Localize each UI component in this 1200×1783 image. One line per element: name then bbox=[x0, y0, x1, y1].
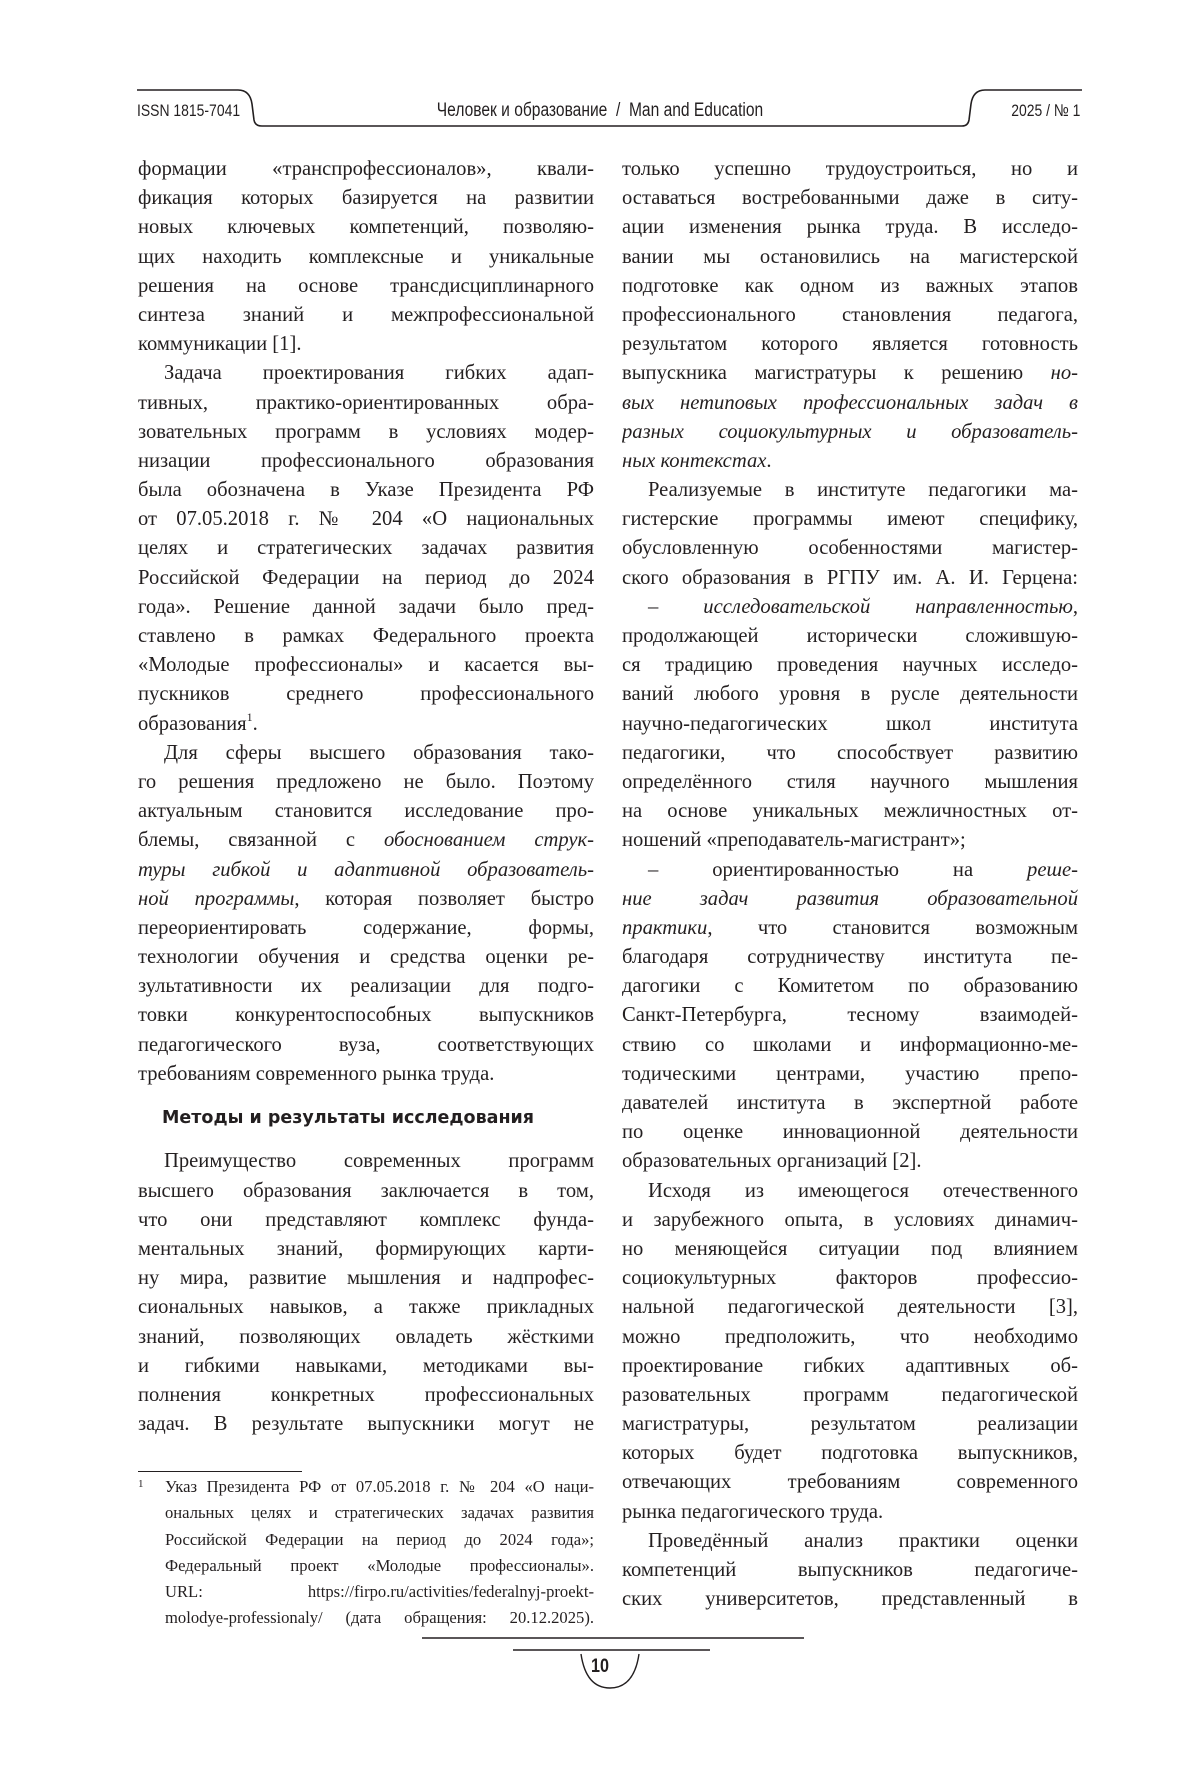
text-line bbox=[138, 1264, 594, 1293]
text-line bbox=[622, 418, 1078, 447]
text-run: выпускника магистратуры к решению bbox=[622, 362, 1051, 384]
text-run: ношений «преподаватель-магистрант»; bbox=[622, 829, 966, 851]
text-run: го решения предложено не было. Поэтому bbox=[138, 771, 594, 793]
paragraph bbox=[138, 1147, 594, 1439]
text-run: ации изменения рынка труда. В исследо- bbox=[622, 216, 1078, 238]
right-column bbox=[622, 155, 1078, 1614]
text-line bbox=[138, 476, 594, 505]
text-line bbox=[138, 1293, 594, 1322]
text-run: новых ключевых компетенций, позволяю- bbox=[138, 216, 594, 238]
text-line bbox=[622, 1468, 1078, 1497]
text-line bbox=[138, 1147, 594, 1176]
text-run: гистерские программы имеют специфику, bbox=[622, 508, 1078, 530]
text-line bbox=[622, 1556, 1078, 1585]
text-run: и гибкими навыками, методиками вы- bbox=[138, 1355, 594, 1377]
text-run: фикация которых базируется на развитии bbox=[138, 187, 594, 209]
text-run: была обозначена в Указе Президента РФ bbox=[138, 479, 594, 501]
text-run: . bbox=[253, 713, 258, 735]
text-run: научно-педагогических школ института bbox=[622, 713, 1078, 735]
text-line bbox=[622, 1206, 1078, 1235]
text-line bbox=[622, 1264, 1078, 1293]
text-run: можно предположить, что необходимо bbox=[622, 1326, 1078, 1348]
italic-text: вых нетиповых профессиональных задач в bbox=[622, 392, 1078, 414]
text-line bbox=[138, 1352, 594, 1381]
text-line bbox=[622, 389, 1078, 418]
text-line bbox=[138, 914, 594, 943]
text-line bbox=[622, 301, 1078, 330]
text-run: вании мы остановились на магистерской bbox=[622, 246, 1078, 268]
text-line bbox=[138, 155, 594, 184]
italic-text: обоснованием струк- bbox=[384, 829, 594, 851]
paragraph bbox=[138, 155, 594, 359]
text-line bbox=[138, 680, 594, 709]
text-run: Проведённый анализ практики оценки bbox=[648, 1530, 1078, 1552]
paragraph bbox=[622, 476, 1078, 593]
text-line bbox=[622, 184, 1078, 213]
text-line bbox=[622, 1177, 1078, 1206]
text-line bbox=[622, 739, 1078, 768]
text-line bbox=[622, 1498, 1078, 1527]
text-line bbox=[138, 1381, 594, 1410]
text-run: давателей института в экспертной работе bbox=[622, 1092, 1078, 1114]
text-run: педагогического вуза, соответствующих bbox=[138, 1034, 594, 1056]
text-line bbox=[622, 885, 1078, 914]
text-run: щих находить комплексные и уникальные bbox=[138, 246, 594, 268]
footnote-divider bbox=[138, 1471, 302, 1472]
text-run: знаний, позволяющих овладеть жёсткими bbox=[138, 1326, 594, 1348]
text-run: но меняющейся ситуации под влиянием bbox=[622, 1238, 1078, 1260]
text-run: технологии обучения и средства оценки ре- bbox=[138, 946, 594, 968]
text-line bbox=[138, 534, 594, 563]
paragraph bbox=[622, 1177, 1078, 1527]
text-run: полнения конкретных профессиональных bbox=[138, 1384, 594, 1406]
text-run: рынка педагогического труда. bbox=[622, 1501, 883, 1523]
text-line bbox=[622, 768, 1078, 797]
text-line bbox=[622, 476, 1078, 505]
text-run: нальной педагогической деятельности [3], bbox=[622, 1296, 1078, 1318]
text-line bbox=[622, 155, 1078, 184]
text-run: решения на основе трансдисциплинарного bbox=[138, 275, 594, 297]
text-line bbox=[138, 826, 594, 855]
text-line bbox=[138, 768, 594, 797]
text-line bbox=[138, 972, 594, 1001]
text-run: высшего образования заключается в том, bbox=[138, 1180, 594, 1202]
text-line bbox=[138, 272, 594, 301]
text-run: «Молодые профессионалы» и касается вы- bbox=[138, 654, 594, 676]
text-line bbox=[622, 1235, 1078, 1264]
text-line bbox=[622, 593, 1078, 622]
text-line bbox=[622, 1031, 1078, 1060]
text-line bbox=[138, 710, 594, 739]
text-line bbox=[138, 505, 594, 534]
text-run: и зарубежного опыта, в условиях динамич- bbox=[622, 1209, 1078, 1231]
italic-text: исследовательской направленностью bbox=[703, 596, 1073, 618]
footnote-line: URL: https://firpo.ru/activities/federalnyj-proekt- bbox=[165, 1579, 594, 1605]
text-line bbox=[138, 651, 594, 680]
text-run: Российской Федерации на период до 2024 bbox=[138, 567, 594, 589]
text-run: , что становится возможным bbox=[707, 917, 1078, 939]
text-run: ну мира, развитие мышления и надпрофес- bbox=[138, 1267, 594, 1289]
text-run: ского образования в РГПУ им. А. И. Герцена: bbox=[622, 567, 1078, 589]
text-line bbox=[138, 389, 594, 418]
text-run: отвечающих требованиям современного bbox=[622, 1471, 1078, 1493]
footnote-line: Указ Президента РФ от 07.05.2018 г. № 204 «О наци- bbox=[165, 1474, 594, 1500]
text-line bbox=[622, 1527, 1078, 1556]
footnote-line: Федеральный проект «Молодые профессионалы». bbox=[165, 1553, 594, 1579]
text-line bbox=[138, 943, 594, 972]
issue-label: 2025 / № 1 bbox=[1011, 99, 1080, 123]
text-run: , которая позволяет быстро bbox=[294, 888, 594, 910]
text-line bbox=[622, 1439, 1078, 1468]
text-run: от 07.05.2018 г. № 204 «О национальных bbox=[138, 508, 594, 530]
text-run: ся традицию проведения научных исследо- bbox=[622, 654, 1078, 676]
text-line bbox=[622, 534, 1078, 563]
text-run: образовательных организаций [2]. bbox=[622, 1150, 922, 1172]
text-line bbox=[622, 1089, 1078, 1118]
text-run: подготовке как одном из важных этапов bbox=[622, 275, 1078, 297]
text-line bbox=[138, 1235, 594, 1264]
footnote-line: Российской Федерации на период до 2024 года»; bbox=[165, 1527, 594, 1553]
footnote-text bbox=[165, 1474, 594, 1632]
text-line bbox=[138, 797, 594, 826]
text-line bbox=[138, 301, 594, 330]
text-run: Преимущество современных программ bbox=[164, 1150, 594, 1172]
text-line bbox=[138, 856, 594, 885]
text-line bbox=[138, 1323, 594, 1352]
text-line bbox=[622, 622, 1078, 651]
text-run: задач. В результате выпускники могут не bbox=[138, 1413, 594, 1435]
italic-text: ние задач развития образовательной bbox=[622, 888, 1078, 910]
text-line bbox=[622, 564, 1078, 593]
text-run: магистратуры, результатом реализации bbox=[622, 1413, 1078, 1435]
text-line bbox=[622, 1323, 1078, 1352]
text-run: Исходя из имеющегося отечественного bbox=[648, 1180, 1078, 1202]
text-line bbox=[622, 359, 1078, 388]
text-line bbox=[622, 797, 1078, 826]
text-run: сиональных навыков, а также прикладных bbox=[138, 1296, 594, 1318]
text-line bbox=[138, 564, 594, 593]
paragraph bbox=[622, 155, 1078, 476]
text-run: профессионального становления педагога, bbox=[622, 304, 1078, 326]
text-line bbox=[138, 330, 594, 359]
text-line bbox=[138, 1001, 594, 1030]
italic-text: туры гибкой и адаптивной образователь- bbox=[138, 859, 594, 881]
text-run: благодаря сотрудничеству института пе- bbox=[622, 946, 1078, 968]
text-line bbox=[622, 972, 1078, 1001]
text-run: только успешно трудоустроиться, но и bbox=[622, 158, 1078, 180]
paragraph bbox=[138, 739, 594, 1089]
text-line bbox=[622, 1293, 1078, 1322]
text-run: по оценке инновационной деятельности bbox=[622, 1121, 1078, 1143]
text-run: пускников среднего профессионального bbox=[138, 683, 594, 705]
text-line bbox=[622, 447, 1078, 476]
text-line bbox=[622, 330, 1078, 359]
text-line bbox=[622, 243, 1078, 272]
text-run: актуальным становится исследование про- bbox=[138, 800, 594, 822]
text-line bbox=[138, 593, 594, 622]
text-run: что они представляют комплекс фунда- bbox=[138, 1209, 594, 1231]
text-line bbox=[138, 184, 594, 213]
text-line bbox=[622, 826, 1078, 855]
issn-label: ISSN 1815-7041 bbox=[137, 99, 240, 123]
text-run: продолжающей исторически сложившую- bbox=[622, 625, 1078, 647]
text-line bbox=[622, 272, 1078, 301]
footnote-line: ональных целях и стратегических задачах развития bbox=[165, 1500, 594, 1526]
text-run: ствию со школами и информационно-ме- bbox=[622, 1034, 1078, 1056]
text-run: блемы, связанной с bbox=[138, 829, 384, 851]
text-run: педагогики, что способствует развитию bbox=[622, 742, 1078, 764]
text-run: ставлено в рамках Федерального проекта bbox=[138, 625, 594, 647]
text-run: тодическими центрами, участию препо- bbox=[622, 1063, 1078, 1085]
text-run: Санкт-Петербурга, тесному взаимодей- bbox=[622, 1004, 1078, 1026]
paragraph bbox=[622, 1527, 1078, 1615]
text-line bbox=[138, 885, 594, 914]
text-run: ских университетов, представленный в bbox=[622, 1588, 1078, 1610]
left-column bbox=[138, 155, 594, 1439]
text-line bbox=[138, 1206, 594, 1235]
text-line bbox=[622, 1410, 1078, 1439]
text-run: на основе уникальных межличностных от- bbox=[622, 800, 1078, 822]
text-run: определённого стиля научного мышления bbox=[622, 771, 1078, 793]
text-line bbox=[622, 1060, 1078, 1089]
paragraph bbox=[138, 359, 594, 738]
text-run: Реализуемые в институте педагогики ма- bbox=[648, 479, 1078, 501]
text-run: целях и стратегических задачах развития bbox=[138, 537, 594, 559]
text-line bbox=[138, 418, 594, 447]
text-run: ваний любого уровня в русле деятельности bbox=[622, 683, 1078, 705]
text-line bbox=[138, 213, 594, 242]
text-line bbox=[622, 213, 1078, 242]
text-line bbox=[622, 856, 1078, 885]
text-line bbox=[138, 622, 594, 651]
text-run: Задача проектирования гибких адап- bbox=[164, 362, 594, 384]
text-line bbox=[622, 505, 1078, 534]
text-run: требованиям современного рынка труда. bbox=[138, 1063, 494, 1085]
text-line bbox=[622, 914, 1078, 943]
italic-text: ной программы bbox=[138, 888, 294, 910]
text-run: тивных, практико-ориентированных обра- bbox=[138, 392, 594, 414]
text-line bbox=[622, 1381, 1078, 1410]
section-heading: Методы и результаты исследования bbox=[138, 1089, 594, 1147]
text-run: оставаться востребованными даже в ситу- bbox=[622, 187, 1078, 209]
text-run: – bbox=[648, 596, 703, 618]
journal-title: Человек и образование / Man and Education bbox=[437, 99, 763, 123]
text-run: компетенций выпускников педагогиче- bbox=[622, 1559, 1078, 1581]
paragraph bbox=[622, 593, 1078, 856]
text-run: . bbox=[766, 450, 771, 472]
footnote-ref: 1 bbox=[247, 710, 253, 724]
text-line bbox=[622, 710, 1078, 739]
footnote-line: molodye-professionaly/ (дата обращения: 20.12.2025). bbox=[165, 1605, 594, 1631]
italic-text: реше- bbox=[1027, 859, 1078, 881]
paragraph bbox=[622, 856, 1078, 1177]
text-line bbox=[622, 651, 1078, 680]
text-line bbox=[622, 1001, 1078, 1030]
text-run: товки конкурентоспособных выпускников bbox=[138, 1004, 594, 1026]
text-run: низации профессионального образования bbox=[138, 450, 594, 472]
text-line bbox=[622, 1147, 1078, 1176]
text-line bbox=[138, 1177, 594, 1206]
text-line bbox=[622, 1585, 1078, 1614]
text-run: обусловленную особенностями магистер- bbox=[622, 537, 1078, 559]
text-run: – ориентированностью на bbox=[648, 859, 1027, 881]
text-line bbox=[622, 680, 1078, 709]
text-line bbox=[622, 1352, 1078, 1381]
text-run: проектирование гибких адаптивных об- bbox=[622, 1355, 1078, 1377]
text-line bbox=[138, 359, 594, 388]
text-run: образования bbox=[138, 713, 247, 735]
italic-text: разных социокультурных и образователь- bbox=[622, 421, 1078, 443]
text-run: формации «транспрофессионалов», квали- bbox=[138, 158, 594, 180]
text-run: социокультурных факторов профессио- bbox=[622, 1267, 1078, 1289]
text-run: коммуникации [1]. bbox=[138, 333, 301, 355]
footnote bbox=[138, 1474, 594, 1632]
text-line bbox=[622, 1118, 1078, 1147]
text-line bbox=[622, 943, 1078, 972]
page-number: 10 bbox=[591, 1654, 609, 1680]
italic-text: практики bbox=[622, 917, 707, 939]
italic-text: ных контекстах bbox=[622, 450, 766, 472]
text-run: синтеза знаний и межпрофессиональной bbox=[138, 304, 594, 326]
text-line bbox=[138, 1410, 594, 1439]
italic-text: но- bbox=[1051, 362, 1078, 384]
text-run: разовательных программ педагогической bbox=[622, 1384, 1078, 1406]
text-line bbox=[138, 1031, 594, 1060]
text-line bbox=[138, 1060, 594, 1089]
text-run: зовательных программ в условиях модер- bbox=[138, 421, 594, 443]
text-run: года». Решение данной задачи было пред- bbox=[138, 596, 594, 618]
text-line bbox=[138, 739, 594, 768]
text-run: дагогики с Комитетом по образованию bbox=[622, 975, 1078, 997]
text-run: , bbox=[1073, 596, 1078, 618]
text-line bbox=[138, 447, 594, 476]
text-run: Для сферы высшего образования тако- bbox=[164, 742, 594, 764]
footnote-number: 1 bbox=[138, 1474, 144, 1494]
text-run: которых будет подготовка выпускников, bbox=[622, 1442, 1078, 1464]
text-run: ментальных знаний, формирующих карти- bbox=[138, 1238, 594, 1260]
text-run: зультативности их реализации для подго- bbox=[138, 975, 594, 997]
text-run: переориентировать содержание, формы, bbox=[138, 917, 594, 939]
text-line bbox=[138, 243, 594, 272]
text-run: результатом которого является готовность bbox=[622, 333, 1078, 355]
